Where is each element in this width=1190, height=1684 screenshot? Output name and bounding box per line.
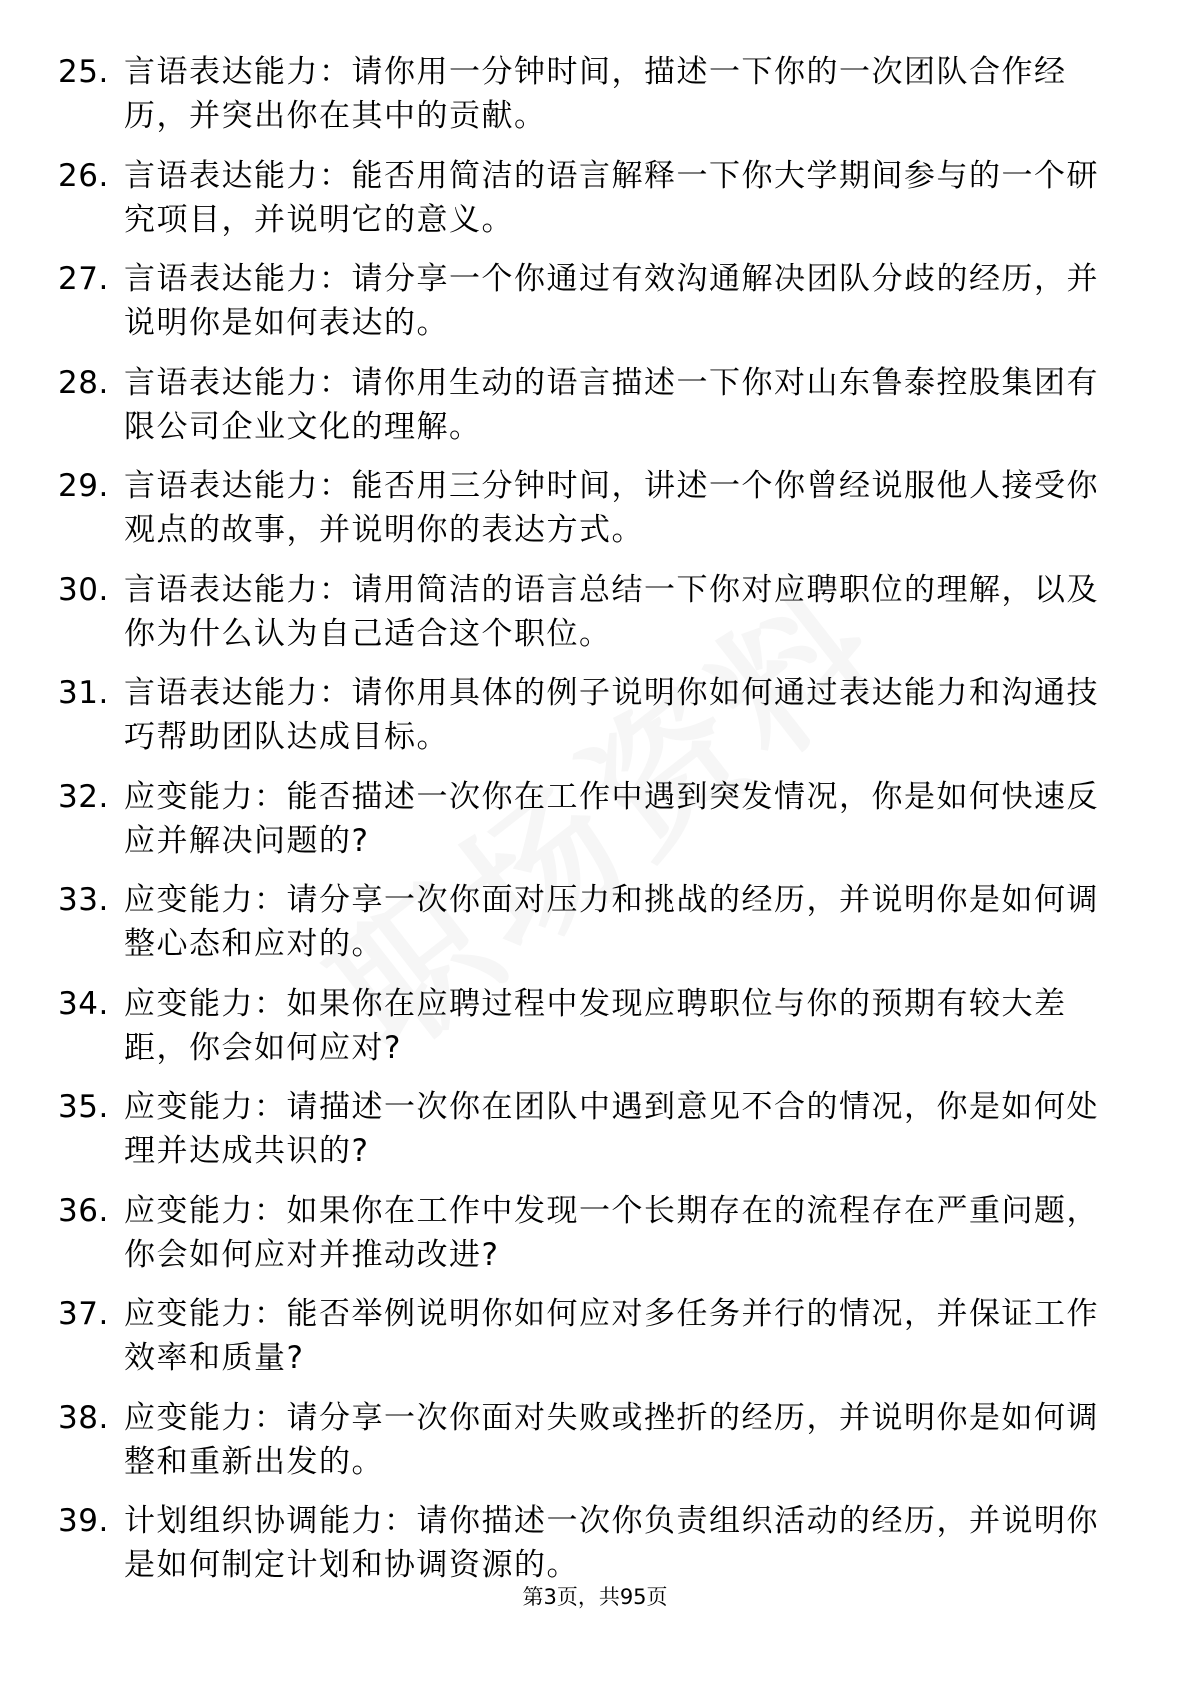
question-text: 应变能力：能否举例说明你如何应对多任务并行的情况，并保证工作效率和质量? — [124, 1296, 1099, 1376]
question-number: 28. — [58, 364, 109, 401]
list-item — [58, 982, 1118, 1086]
list-item — [58, 257, 1118, 361]
list-item — [58, 1292, 1118, 1396]
question-number: 29. — [58, 468, 109, 504]
list-item — [58, 878, 1118, 982]
question-text: 应变能力：请描述一次你在团队中遇到意见不合的情况，你是如何处理并达成共识的? — [124, 1089, 1099, 1169]
list-item — [58, 1085, 1118, 1189]
list-item — [58, 154, 1118, 258]
list-item — [58, 1396, 1118, 1500]
question-text: 应变能力：能否描述一次你在工作中遇到突发情况，你是如何快速反应并解决问题的? — [124, 778, 1099, 859]
question-number: 30. — [58, 571, 109, 608]
question-text: 言语表达能力：能否用三分钟时间，讲述一个你曾经说服他人接受你观点的故事，并说明你的表达方式。 — [124, 468, 1099, 548]
list-item — [58, 361, 1118, 465]
question-number: 39. — [58, 1503, 109, 1539]
question-number: 36. — [58, 1192, 109, 1229]
question-number: 26. — [58, 157, 109, 194]
question-text: 言语表达能力：请分享一个你通过有效沟通解决团队分歧的经历，并说明你是如何表达的。 — [124, 261, 1099, 341]
question-text: 言语表达能力：请你用具体的例子说明你如何通过表达能力和沟通技巧帮助团队达成目标。 — [124, 675, 1099, 755]
question-number: 32. — [58, 778, 109, 815]
question-number: 35. — [58, 1089, 109, 1125]
question-text: 计划组织协调能力：请你描述一次你负责组织活动的经历，并说明你是如何制定计划和协调资源的。 — [124, 1503, 1099, 1583]
question-text: 应变能力：如果你在工作中发现一个长期存在的流程存在严重问题，你会如何应对并推动改进? — [124, 1192, 1099, 1273]
question-number: 33. — [58, 882, 109, 918]
question-text: 言语表达能力：请你用生动的语言描述一下你对山东鲁泰控股集团有限公司企业文化的理解。 — [124, 364, 1099, 445]
list-item — [58, 1189, 1118, 1293]
list-item — [58, 464, 1118, 568]
question-text: 应变能力：请分享一次你面对压力和挑战的经历，并说明你是如何调整心态和应对的。 — [124, 882, 1099, 962]
question-number: 37. — [58, 1296, 109, 1332]
question-text: 应变能力：请分享一次你面对失败或挫折的经历，并说明你是如何调整和重新出发的。 — [124, 1399, 1099, 1480]
question-number: 38. — [58, 1399, 109, 1436]
question-number: 25. — [58, 54, 109, 90]
list-item — [58, 671, 1118, 775]
question-text: 应变能力：如果你在应聘过程中发现应聘职位与你的预期有较大差距，你会如何应对? — [124, 985, 1067, 1066]
list-item — [58, 775, 1118, 879]
page-footer: 第3页，共95页 — [522, 1585, 668, 1609]
question-text: 言语表达能力：能否用简洁的语言解释一下你大学期间参与的一个研究项目，并说明它的意义。 — [124, 157, 1099, 238]
question-number: 31. — [58, 675, 109, 711]
list-item — [58, 568, 1118, 672]
question-number: 27. — [58, 261, 109, 297]
list-item — [58, 50, 1118, 154]
question-text: 言语表达能力：请用简洁的语言总结一下你对应聘职位的理解，以及你为什么认为自己适合这个职位。 — [124, 571, 1099, 652]
question-list — [58, 50, 1118, 1603]
question-text: 言语表达能力：请你用一分钟时间，描述一下你的一次团队合作经历，并突出你在其中的贡献。 — [124, 54, 1067, 134]
question-number: 34. — [58, 985, 109, 1022]
